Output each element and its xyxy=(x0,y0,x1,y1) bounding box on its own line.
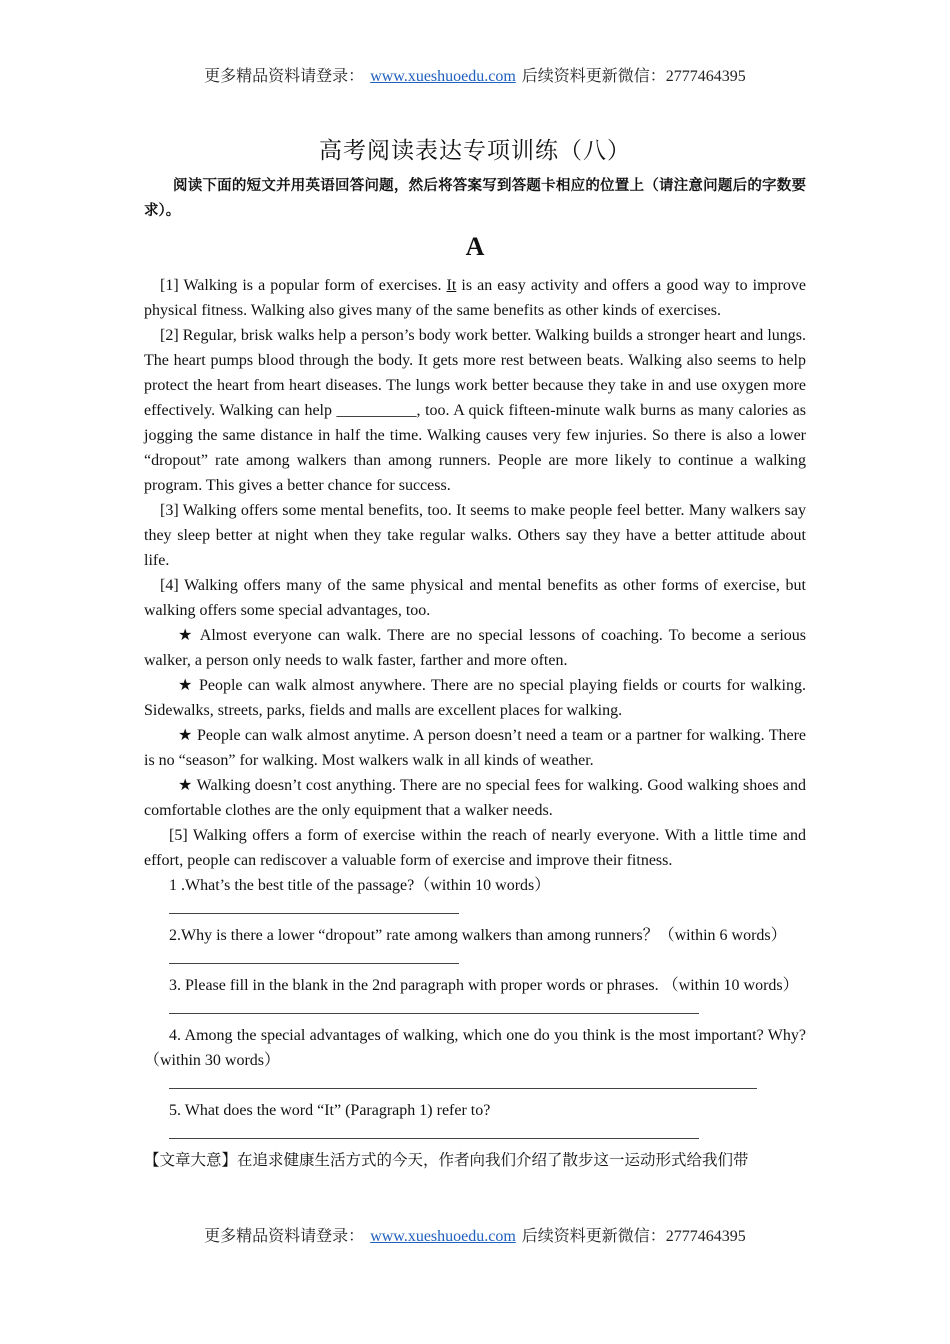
answer-line-4[interactable] xyxy=(144,1073,806,1098)
answer-underline xyxy=(169,963,459,964)
page-header xyxy=(0,67,950,87)
header-website-link[interactable]: www.xueshuoedu.com xyxy=(370,68,516,85)
header-prefix: 更多精品资料请登录： xyxy=(204,68,365,85)
advantage-item: ★ People can walk almost anytime. A person doesn’t need a team or a partner for walking. There is no “season” for walking. Most walkers walk in all kinds of weather. xyxy=(144,727,806,769)
paragraph-3: [3] Walking offers some mental benefits, too. It seems to make people feel better. Many walkers say they sleep better at night when they take regular walks. Others say they have a better attitude about life. xyxy=(144,502,806,569)
paragraph-1-start: [1] Walking is a popular form of exercises. xyxy=(160,277,447,294)
paragraph-1 xyxy=(144,273,806,323)
question-3: 3. Please fill in the blank in the 2nd paragraph with proper words or phrases. （within 10 words） xyxy=(169,977,799,994)
paragraph-5: [5] Walking offers a form of exercise within the reach of nearly everyone. With a little time and effort, people can rediscover a valuable form of exercise and improve their fitness. xyxy=(144,827,806,869)
instructions: 阅读下面的短文并用英语回答问题，然后将答案写到答题卡相应的位置上（请注意问题后的字数要求）。 xyxy=(144,178,806,219)
article-summary: 【文章大意】在追求健康生活方式的今天，作者向我们介绍了散步这一运动形式给我们带 xyxy=(144,1151,749,1169)
answer-line-5[interactable] xyxy=(144,1123,806,1148)
answer-underline xyxy=(169,1013,699,1014)
question-4: 4. Among the special advantages of walking, which one do you think is the most important? Why?（within 30 words） xyxy=(144,1027,806,1069)
page-footer xyxy=(0,1227,950,1247)
section-label: A xyxy=(465,232,485,261)
page-title: 高考阅读表达专项训练（八） xyxy=(319,138,631,164)
answer-underline xyxy=(169,1088,757,1089)
answer-line-3[interactable] xyxy=(144,998,806,1023)
passage xyxy=(144,273,806,1173)
underlined-word-it: It xyxy=(446,277,457,294)
answer-line-2[interactable] xyxy=(144,948,806,973)
footer-prefix: 更多精品资料请登录： xyxy=(204,1228,365,1245)
paragraph-4: [4] Walking offers many of the same physical and mental benefits as other forms of exercise, but walking offers some special advantages, too. xyxy=(144,577,806,619)
header-suffix: 后续资料更新微信：2777464395 xyxy=(521,68,746,85)
answer-line-1[interactable] xyxy=(144,898,806,923)
footer-suffix: 后续资料更新微信：2777464395 xyxy=(521,1228,746,1245)
advantage-item: ★ Walking doesn’t cost anything. There are no special fees for walking. Good walking shoes and comfortable clothes are the only equipment that a walker needs. xyxy=(144,777,806,819)
footer-website-link[interactable]: www.xueshuoedu.com xyxy=(370,1228,516,1245)
answer-underline xyxy=(169,913,459,914)
question-2: 2.Why is there a lower “dropout” rate among walkers than among runners？（within 6 words） xyxy=(169,927,787,944)
paragraph-2: [2] Regular, brisk walks help a person’s body work better. Walking builds a stronger heart and lungs. The heart pumps blood through the body. It gets more rest between beats. Walking also seems to help protect the heart from heart diseases. The lungs work better because they take in and use oxygen more effectively. Walking can help __________, too. A quick fifteen-minute walk burns as many calories as jogging the same distance in half the time. Walking causes very few injuries. So there is also a lower “dropout” rate among walkers than among runners. People are more likely to continue a walking program. This gives a better chance for success. xyxy=(144,327,806,494)
question-5: 5. What does the word “It” (Paragraph 1) refer to? xyxy=(169,1102,491,1119)
answer-underline xyxy=(169,1138,699,1139)
question-1: 1 .What’s the best title of the passage?（within 10 words） xyxy=(169,877,551,894)
paragraph-1-rest: is an easy activity and offers a good way to improve physical fitness. Walking also gives many of the same benefits as other kinds of exercises. xyxy=(144,277,806,319)
advantage-item: ★ Almost everyone can walk. There are no special lessons of coaching. To become a serious walker, a person only needs to walk faster, farther and more often. xyxy=(144,627,806,669)
advantage-item: ★ People can walk almost anywhere. There are no special playing fields or courts for walking. Sidewalks, streets, parks, fields and malls are excellent places for walking. xyxy=(144,677,806,719)
